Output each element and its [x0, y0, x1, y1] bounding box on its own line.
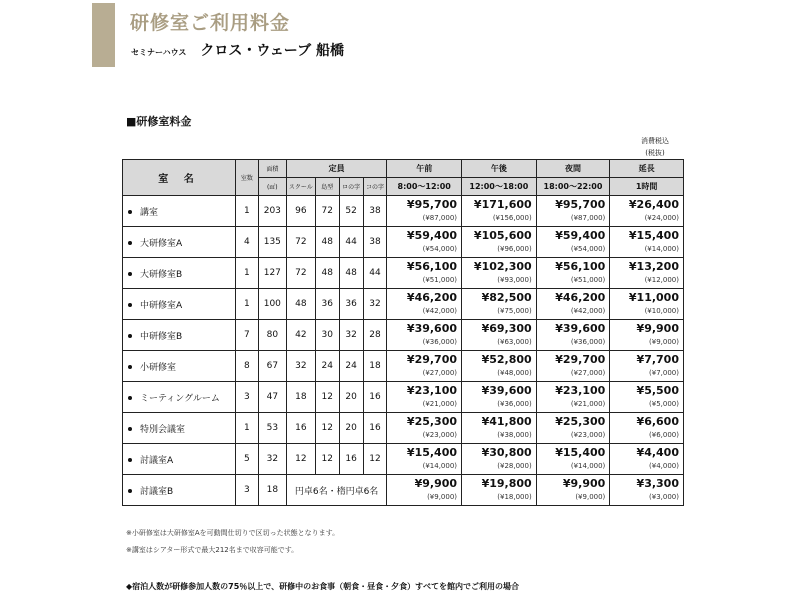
table-row [123, 351, 684, 382]
room-area: 32 [258, 444, 286, 475]
price-night-excl: (¥27,000) [570, 369, 606, 377]
price-morning-excl: (¥9,000) [427, 493, 458, 501]
header-room: 室 名 [123, 160, 236, 196]
price-morning-excl: (¥51,000) [422, 276, 458, 284]
price-extension-incl: ¥5,500 [636, 384, 679, 397]
price-morning-incl: ¥15,400 [406, 446, 458, 459]
price-afternoon-excl: (¥48,000) [497, 369, 532, 377]
price-extension-incl: ¥11,000 [628, 291, 679, 304]
price-afternoon-excl: (¥18,000) [497, 493, 532, 501]
price-extension-excl: (¥24,000) [644, 214, 679, 222]
price-morning-incl: ¥25,300 [406, 415, 458, 428]
price-night-incl: ¥23,100 [555, 384, 606, 397]
room-name-cell [123, 227, 236, 258]
price-morning [387, 196, 462, 227]
price-extension-excl: (¥14,000) [644, 245, 679, 253]
room-area: 53 [258, 413, 286, 444]
room-count: 5 [236, 444, 259, 475]
price-night-incl: ¥25,300 [555, 415, 606, 428]
price-afternoon-incl: ¥171,600 [473, 198, 532, 211]
price-morning-excl: (¥27,000) [422, 369, 458, 377]
capacity-ko: 16 [363, 382, 387, 413]
price-night-excl: (¥51,000) [570, 276, 606, 284]
price-afternoon [462, 227, 537, 258]
price-morning [387, 258, 462, 289]
capacity-school: 42 [286, 320, 315, 351]
price-night-excl: (¥23,000) [570, 431, 606, 439]
price-afternoon-excl: (¥63,000) [497, 338, 532, 346]
table-row [123, 227, 684, 258]
price-morning-incl: ¥95,700 [406, 198, 458, 211]
price-morning-incl: ¥56,100 [406, 260, 458, 273]
price-afternoon-incl: ¥41,800 [481, 415, 532, 428]
price-afternoon-incl: ¥105,600 [473, 229, 532, 242]
price-extension [610, 289, 684, 320]
price-extension-excl: (¥3,000) [649, 493, 679, 501]
capacity-ro: 44 [339, 227, 363, 258]
price-night [536, 444, 610, 475]
price-morning-incl: ¥39,600 [406, 322, 458, 335]
table-row [123, 475, 684, 506]
lodging-condition-heading: ◆宿泊人数が研修参加人数の75％以上で、研修中のお食事（朝食・昼食・夕食）すべてを館内でご利用の場合 [126, 582, 519, 591]
price-afternoon [462, 351, 537, 382]
table-row [123, 289, 684, 320]
room-area: 100 [258, 289, 286, 320]
price-night [536, 227, 610, 258]
header-cap-ro: ロの字 [339, 178, 363, 196]
price-night [536, 258, 610, 289]
room-name: 特別会議室 [140, 424, 186, 435]
rate-table [122, 159, 684, 506]
price-extension-excl: (¥10,000) [644, 307, 679, 315]
capacity-island: 36 [315, 289, 339, 320]
price-night-excl: (¥14,000) [570, 462, 606, 470]
price-night [536, 289, 610, 320]
capacity-text: 円卓6名・楕円卓6名 [286, 475, 387, 506]
header-night-time: 18:00～22:00 [536, 178, 610, 196]
room-name-cell [123, 320, 236, 351]
price-extension [610, 258, 684, 289]
bullet-icon [128, 272, 132, 276]
header-extension-time: 1時間 [610, 178, 684, 196]
bullet-icon [128, 489, 132, 493]
room-area: 127 [258, 258, 286, 289]
price-morning-incl: ¥59,400 [406, 229, 458, 242]
room-count: 4 [236, 227, 259, 258]
price-afternoon-excl: (¥75,000) [497, 307, 532, 315]
price-morning [387, 413, 462, 444]
price-extension-incl: ¥7,700 [636, 353, 679, 366]
room-area: 18 [258, 475, 286, 506]
capacity-ro: 52 [339, 196, 363, 227]
room-name-cell [123, 289, 236, 320]
header-afternoon: 午後 [462, 160, 537, 178]
room-count: 7 [236, 320, 259, 351]
price-afternoon-incl: ¥102,300 [473, 260, 532, 273]
price-morning [387, 382, 462, 413]
note-hall-capacity: ※講室はシアター形式で最大212名まで収容可能です。 [126, 546, 299, 554]
price-afternoon-excl: (¥156,000) [492, 214, 532, 222]
price-extension-excl: (¥4,000) [649, 462, 679, 470]
bullet-icon [128, 334, 132, 338]
price-night [536, 351, 610, 382]
room-name-cell [123, 382, 236, 413]
page-title: 研修室ご利用料金 [130, 12, 291, 34]
tax-note-line2: (税抜) [645, 149, 665, 157]
price-night-incl: ¥56,100 [555, 260, 606, 273]
room-area: 67 [258, 351, 286, 382]
price-night-excl: (¥42,000) [570, 307, 606, 315]
capacity-school: 72 [286, 258, 315, 289]
price-extension [610, 475, 684, 506]
price-afternoon-incl: ¥39,600 [481, 384, 532, 397]
capacity-school: 72 [286, 227, 315, 258]
room-name: 中研修室A [140, 300, 183, 311]
price-afternoon-incl: ¥52,800 [481, 353, 532, 366]
bullet-icon [128, 427, 132, 431]
header-count: 室数 [236, 160, 259, 196]
table-row [123, 258, 684, 289]
header-area-unit: (㎡) [258, 178, 286, 196]
capacity-ko: 18 [363, 351, 387, 382]
price-extension-incl: ¥4,400 [636, 446, 679, 459]
price-morning-excl: (¥21,000) [422, 400, 458, 408]
capacity-school: 18 [286, 382, 315, 413]
facility-type: セミナーハウス [131, 48, 187, 57]
room-area: 47 [258, 382, 286, 413]
capacity-ro: 16 [339, 444, 363, 475]
capacity-island: 12 [315, 444, 339, 475]
price-night [536, 413, 610, 444]
price-morning [387, 351, 462, 382]
header-morning: 午前 [387, 160, 462, 178]
price-night-incl: ¥9,900 [562, 477, 606, 490]
price-afternoon [462, 320, 537, 351]
price-extension [610, 227, 684, 258]
capacity-school: 16 [286, 413, 315, 444]
facility-subtitle [131, 40, 344, 60]
price-night-incl: ¥39,600 [555, 322, 606, 335]
table-row [123, 196, 684, 227]
room-name-cell [123, 475, 236, 506]
price-morning [387, 444, 462, 475]
price-extension-excl: (¥6,000) [649, 431, 679, 439]
note-small-room: ※小研修室は大研修室Aを可動間仕切りで区切った状態となります。 [126, 529, 340, 537]
capacity-ko: 28 [363, 320, 387, 351]
price-morning-incl: ¥23,100 [406, 384, 458, 397]
room-name: 討議室B [140, 486, 174, 497]
room-name: 大研修室A [140, 238, 183, 249]
capacity-ro: 32 [339, 320, 363, 351]
capacity-island: 30 [315, 320, 339, 351]
price-morning [387, 227, 462, 258]
price-night-excl: (¥36,000) [570, 338, 606, 346]
price-afternoon-incl: ¥30,800 [481, 446, 532, 459]
price-night [536, 475, 610, 506]
room-name: 小研修室 [140, 362, 177, 373]
room-name: 大研修室B [140, 269, 183, 280]
tax-note [632, 135, 678, 159]
price-afternoon [462, 258, 537, 289]
price-morning-incl: ¥9,900 [414, 477, 458, 490]
price-afternoon [462, 196, 537, 227]
price-morning-incl: ¥29,700 [406, 353, 458, 366]
bullet-icon [128, 396, 132, 400]
capacity-ko: 38 [363, 227, 387, 258]
table-row [123, 382, 684, 413]
capacity-island: 12 [315, 413, 339, 444]
price-night-excl: (¥54,000) [570, 245, 606, 253]
price-afternoon [462, 413, 537, 444]
price-morning-excl: (¥23,000) [422, 431, 458, 439]
room-name-cell [123, 413, 236, 444]
tax-note-line1: 消費税込 [641, 137, 669, 145]
header-night: 夜間 [536, 160, 610, 178]
capacity-island: 48 [315, 227, 339, 258]
capacity-ro: 20 [339, 413, 363, 444]
price-night-incl: ¥15,400 [555, 446, 606, 459]
price-morning-excl: (¥42,000) [422, 307, 458, 315]
accent-bar [92, 3, 115, 67]
header-cap-island: 島型 [315, 178, 339, 196]
capacity-island: 48 [315, 258, 339, 289]
bullet-icon [128, 365, 132, 369]
capacity-ko: 12 [363, 444, 387, 475]
capacity-ro: 20 [339, 382, 363, 413]
room-name: 講室 [140, 207, 159, 218]
room-count: 1 [236, 258, 259, 289]
price-night [536, 382, 610, 413]
price-afternoon-excl: (¥28,000) [497, 462, 532, 470]
header-capacity: 定員 [286, 160, 387, 178]
price-extension-incl: ¥6,600 [636, 415, 679, 428]
header-cap-school: スクール [286, 178, 315, 196]
price-extension-excl: (¥9,000) [649, 338, 679, 346]
capacity-school: 48 [286, 289, 315, 320]
price-afternoon [462, 289, 537, 320]
facility-name: クロス・ウェーブ 船橋 [200, 43, 344, 59]
section-title: ■研修室料金 [126, 115, 192, 128]
room-count: 1 [236, 289, 259, 320]
price-afternoon [462, 382, 537, 413]
price-extension-excl: (¥7,000) [649, 369, 679, 377]
room-name: 討議室A [140, 455, 174, 466]
price-extension [610, 382, 684, 413]
header-area: 面積 [258, 160, 286, 178]
price-night [536, 320, 610, 351]
table-row [123, 413, 684, 444]
room-area: 135 [258, 227, 286, 258]
price-extension [610, 351, 684, 382]
header-cap-ko: コの字 [363, 178, 387, 196]
price-extension [610, 196, 684, 227]
room-count: 3 [236, 382, 259, 413]
price-extension-incl: ¥13,200 [628, 260, 679, 273]
table-row [123, 320, 684, 351]
room-area: 80 [258, 320, 286, 351]
price-extension-incl: ¥3,300 [636, 477, 679, 490]
capacity-ro: 36 [339, 289, 363, 320]
room-name: ミーティングルーム [140, 393, 220, 404]
price-extension [610, 413, 684, 444]
rate-table-body [123, 196, 684, 506]
table-row [123, 444, 684, 475]
price-afternoon-excl: (¥38,000) [497, 431, 532, 439]
price-night-incl: ¥59,400 [555, 229, 606, 242]
bullet-icon [128, 210, 132, 214]
price-extension [610, 444, 684, 475]
price-night-incl: ¥95,700 [555, 198, 606, 211]
price-night-excl: (¥21,000) [570, 400, 606, 408]
room-name: 中研修室B [140, 331, 183, 342]
room-name-cell [123, 351, 236, 382]
price-extension-incl: ¥15,400 [628, 229, 679, 242]
price-morning-excl: (¥36,000) [422, 338, 458, 346]
capacity-school: 12 [286, 444, 315, 475]
price-extension-excl: (¥5,000) [649, 400, 679, 408]
header-extension: 延長 [610, 160, 684, 178]
price-extension [610, 320, 684, 351]
price-morning [387, 289, 462, 320]
price-afternoon-excl: (¥93,000) [497, 276, 532, 284]
price-extension-incl: ¥26,400 [628, 198, 679, 211]
price-morning [387, 320, 462, 351]
bullet-icon [128, 241, 132, 245]
price-afternoon-incl: ¥82,500 [481, 291, 532, 304]
price-night-incl: ¥29,700 [555, 353, 606, 366]
capacity-school: 32 [286, 351, 315, 382]
capacity-school: 96 [286, 196, 315, 227]
price-extension-incl: ¥9,900 [636, 322, 679, 335]
room-count: 3 [236, 475, 259, 506]
capacity-ko: 16 [363, 413, 387, 444]
price-night-excl: (¥9,000) [575, 493, 606, 501]
bullet-icon [128, 303, 132, 307]
price-morning [387, 475, 462, 506]
price-morning-incl: ¥46,200 [406, 291, 458, 304]
room-name-cell [123, 196, 236, 227]
room-count: 1 [236, 196, 259, 227]
price-afternoon [462, 475, 537, 506]
capacity-ko: 38 [363, 196, 387, 227]
room-name-cell [123, 258, 236, 289]
price-afternoon-incl: ¥19,800 [481, 477, 532, 490]
price-morning-excl: (¥14,000) [422, 462, 458, 470]
room-count: 8 [236, 351, 259, 382]
price-morning-excl: (¥87,000) [422, 214, 458, 222]
header-afternoon-time: 12:00～18:00 [462, 178, 537, 196]
price-night [536, 196, 610, 227]
capacity-ro: 24 [339, 351, 363, 382]
price-extension-excl: (¥12,000) [644, 276, 679, 284]
room-count: 1 [236, 413, 259, 444]
capacity-ro: 48 [339, 258, 363, 289]
capacity-island: 24 [315, 351, 339, 382]
price-afternoon-excl: (¥36,000) [497, 400, 532, 408]
room-name-cell [123, 444, 236, 475]
bullet-icon [128, 458, 132, 462]
header-morning-time: 8:00～12:00 [387, 178, 462, 196]
price-night-incl: ¥46,200 [555, 291, 606, 304]
price-afternoon-incl: ¥69,300 [481, 322, 532, 335]
capacity-island: 12 [315, 382, 339, 413]
room-area: 203 [258, 196, 286, 227]
price-night-excl: (¥87,000) [570, 214, 606, 222]
capacity-island: 72 [315, 196, 339, 227]
capacity-ko: 32 [363, 289, 387, 320]
price-afternoon-excl: (¥96,000) [497, 245, 532, 253]
price-morning-excl: (¥54,000) [422, 245, 458, 253]
price-afternoon [462, 444, 537, 475]
capacity-ko: 44 [363, 258, 387, 289]
